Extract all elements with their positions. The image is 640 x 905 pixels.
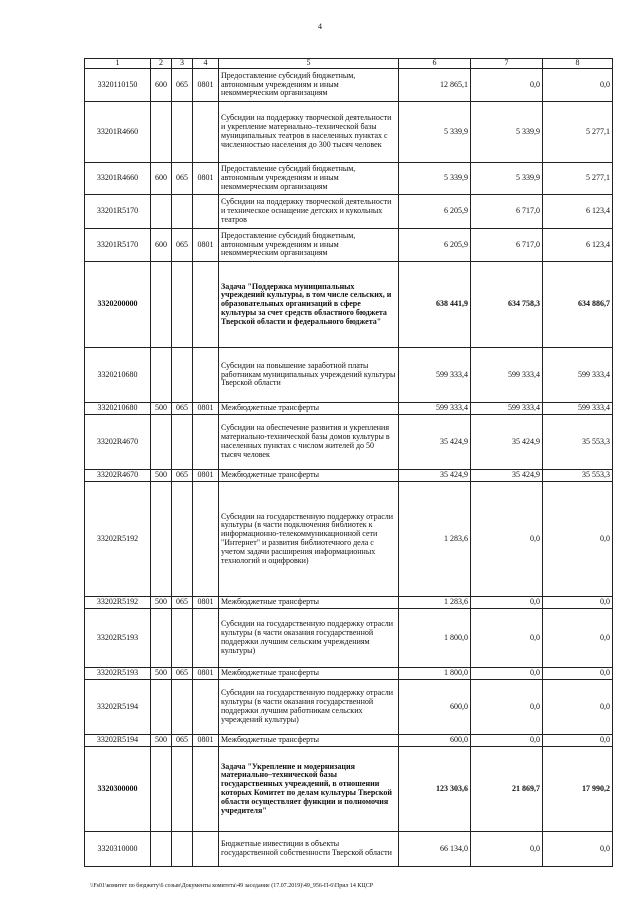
value-cell-7: 6 717,0: [471, 195, 543, 229]
budget-table: [84, 58, 613, 867]
value-cell-8: 0,0: [543, 735, 613, 747]
section-cell: [193, 195, 219, 229]
description-cell: Субсидии на государственную поддержку отрасли культуры (в части подключения библиотек к информационно-телекоммуникационной сети "Интернет" и развития библиотечного дела с учетом задачи расширения информационных технологий и оцифровки): [219, 482, 399, 597]
type-cell: 500: [151, 735, 172, 747]
value-cell-7: 0,0: [471, 735, 543, 747]
table-row: [85, 680, 613, 735]
value-cell-7: 6 717,0: [471, 229, 543, 262]
value-cell-7: 599 333,4: [471, 403, 543, 415]
description-cell: Бюджетные инвестиции в объекты государственной собственности Тверской области: [219, 832, 399, 867]
value-cell-7: 0,0: [471, 668, 543, 680]
value-cell-8: 0,0: [543, 832, 613, 867]
admin-cell: [172, 680, 193, 735]
type-cell: 500: [151, 668, 172, 680]
value-cell-8: 6 123,4: [543, 195, 613, 229]
description-cell: Субсидии на обеспечение развития и укрепления материально-технической базы домов культуры в населенных пунктах с числом жителей до 50 тысяч человек: [219, 415, 399, 470]
type-cell: 600: [151, 69, 172, 102]
description-cell: Задача "Укрепление и модернизация материально–технической базы государственных учреждений, в отношении которых Комитет по делам культуры Тверской области осуществляет функции и полномочия учредителя": [219, 747, 399, 832]
table-row: [85, 832, 613, 867]
value-cell-6: 1 800,0: [399, 668, 471, 680]
code-cell: 33201R4660: [85, 163, 151, 195]
code-cell: 33202R5193: [85, 609, 151, 668]
admin-cell: [172, 482, 193, 597]
type-cell: [151, 482, 172, 597]
value-cell-8: 5 277,1: [543, 163, 613, 195]
section-cell: [193, 102, 219, 163]
code-cell: 3320110150: [85, 69, 151, 102]
code-cell: 33202R5194: [85, 680, 151, 735]
type-cell: [151, 195, 172, 229]
admin-cell: [172, 415, 193, 470]
admin-cell: [172, 832, 193, 867]
code-cell: 3320300000: [85, 747, 151, 832]
section-cell: 0801: [193, 597, 219, 609]
col-header: 6: [399, 59, 471, 69]
type-cell: [151, 747, 172, 832]
admin-cell: 065: [172, 597, 193, 609]
admin-cell: 065: [172, 735, 193, 747]
description-cell: Субсидии на поддержку творческой деятельности и техническое оснащение детских и кукольных театров: [219, 195, 399, 229]
col-header: 1: [85, 59, 151, 69]
table-row: [85, 348, 613, 403]
type-cell: 500: [151, 597, 172, 609]
value-cell-7: 0,0: [471, 69, 543, 102]
admin-cell: 065: [172, 668, 193, 680]
table-header-row: [85, 59, 613, 69]
description-cell: Предоставление субсидий бюджетным, автономным учреждениям и иным некоммерческим организациям: [219, 229, 399, 262]
value-cell-6: 599 333,4: [399, 403, 471, 415]
code-cell: 33201R5170: [85, 229, 151, 262]
table-row: [85, 415, 613, 470]
value-cell-6: 1 283,6: [399, 482, 471, 597]
value-cell-8: 599 333,4: [543, 348, 613, 403]
value-cell-7: 0,0: [471, 680, 543, 735]
code-cell: 33201R5170: [85, 195, 151, 229]
section-cell: 0801: [193, 735, 219, 747]
value-cell-6: 5 339,9: [399, 102, 471, 163]
col-header: 8: [543, 59, 613, 69]
value-cell-8: 599 333,4: [543, 403, 613, 415]
admin-cell: 065: [172, 229, 193, 262]
code-cell: 3320210680: [85, 348, 151, 403]
type-cell: [151, 102, 172, 163]
value-cell-7: 5 339,9: [471, 102, 543, 163]
col-header: 5: [219, 59, 399, 69]
type-cell: 600: [151, 163, 172, 195]
description-cell: Межбюджетные трансферты: [219, 403, 399, 415]
table-row: [85, 609, 613, 668]
section-cell: 0801: [193, 69, 219, 102]
value-cell-7: 5 339,9: [471, 163, 543, 195]
value-cell-8: 0,0: [543, 668, 613, 680]
value-cell-8: 5 277,1: [543, 102, 613, 163]
value-cell-6: 6 205,9: [399, 195, 471, 229]
value-cell-6: 599 333,4: [399, 348, 471, 403]
table-row: [85, 229, 613, 262]
value-cell-8: 0,0: [543, 680, 613, 735]
type-cell: [151, 262, 172, 348]
section-cell: [193, 832, 219, 867]
value-cell-7: 35 424,9: [471, 415, 543, 470]
value-cell-7: 21 869,7: [471, 747, 543, 832]
value-cell-6: 600,0: [399, 735, 471, 747]
table-row: [85, 69, 613, 102]
admin-cell: [172, 747, 193, 832]
code-cell: 33202R5193: [85, 668, 151, 680]
value-cell-6: 5 339,9: [399, 163, 471, 195]
table-row: [85, 747, 613, 832]
table-row: [85, 597, 613, 609]
admin-cell: 065: [172, 470, 193, 482]
section-cell: [193, 680, 219, 735]
code-cell: 33202R5192: [85, 482, 151, 597]
code-cell: 3320200000: [85, 262, 151, 348]
value-cell-7: 0,0: [471, 482, 543, 597]
table-row: [85, 735, 613, 747]
value-cell-8: 35 553,3: [543, 415, 613, 470]
type-cell: [151, 832, 172, 867]
value-cell-8: 35 553,3: [543, 470, 613, 482]
code-cell: 3320210680: [85, 403, 151, 415]
description-cell: Субсидии на государственную поддержку отрасли культуры (в части оказания государственной поддержки лучшим работникам сельских учреждений культуры): [219, 680, 399, 735]
page-number: 4: [318, 22, 322, 31]
table-row: [85, 102, 613, 163]
value-cell-8: 0,0: [543, 609, 613, 668]
description-cell: Субсидии на поддержку творческой деятельности и укрепление материально–технической базы муниципальных театров в населенных пунктах с численностью населения до 300 тысяч человек: [219, 102, 399, 163]
section-cell: [193, 415, 219, 470]
admin-cell: 065: [172, 69, 193, 102]
description-cell: Предоставление субсидий бюджетным, автономным учреждениям и иным некоммерческим организациям: [219, 163, 399, 195]
col-header: 7: [471, 59, 543, 69]
value-cell-7: 35 424,9: [471, 470, 543, 482]
table-row: [85, 403, 613, 415]
type-cell: [151, 609, 172, 668]
value-cell-7: 0,0: [471, 609, 543, 668]
table-row: [85, 262, 613, 348]
code-cell: 33202R5194: [85, 735, 151, 747]
description-cell: Предоставление субсидий бюджетным, автономным учреждениям и иным некоммерческим организациям: [219, 69, 399, 102]
section-cell: 0801: [193, 668, 219, 680]
value-cell-6: 66 134,0: [399, 832, 471, 867]
code-cell: 3320310000: [85, 832, 151, 867]
table-row: [85, 668, 613, 680]
value-cell-7: 634 758,3: [471, 262, 543, 348]
value-cell-6: 35 424,9: [399, 415, 471, 470]
value-cell-8: 0,0: [543, 69, 613, 102]
section-cell: [193, 262, 219, 348]
admin-cell: [172, 609, 193, 668]
type-cell: 600: [151, 229, 172, 262]
value-cell-8: 6 123,4: [543, 229, 613, 262]
value-cell-6: 12 865,1: [399, 69, 471, 102]
type-cell: [151, 680, 172, 735]
code-cell: 33201R4660: [85, 102, 151, 163]
description-cell: Субсидии на государственную поддержку отрасли культуры (в части оказания государственной поддержки лучшим сельским учреждениям культуры): [219, 609, 399, 668]
type-cell: 500: [151, 403, 172, 415]
admin-cell: 065: [172, 163, 193, 195]
file-path-footer: \\Fs01\комитет по бюджету\6 созыв\Документы комитета\49 заседание (17.07.2019)\49_956-П-6\Прил 14 КЦСР: [90, 883, 374, 889]
description-cell: Межбюджетные трансферты: [219, 470, 399, 482]
code-cell: 33202R4670: [85, 470, 151, 482]
value-cell-8: 634 886,7: [543, 262, 613, 348]
section-cell: [193, 609, 219, 668]
type-cell: 500: [151, 470, 172, 482]
type-cell: [151, 348, 172, 403]
admin-cell: [172, 262, 193, 348]
description-cell: Межбюджетные трансферты: [219, 668, 399, 680]
section-cell: [193, 348, 219, 403]
value-cell-8: 0,0: [543, 597, 613, 609]
admin-cell: 065: [172, 403, 193, 415]
value-cell-7: 0,0: [471, 597, 543, 609]
admin-cell: [172, 102, 193, 163]
table-row: [85, 195, 613, 229]
table-row: [85, 470, 613, 482]
code-cell: 33202R4670: [85, 415, 151, 470]
value-cell-6: 35 424,9: [399, 470, 471, 482]
description-cell: Субсидии на повышение заработной платы работникам муниципальных учреждений культуры Тверской области: [219, 348, 399, 403]
section-cell: [193, 482, 219, 597]
section-cell: [193, 747, 219, 832]
col-header: 2: [151, 59, 172, 69]
value-cell-7: 0,0: [471, 832, 543, 867]
description-cell: Межбюджетные трансферты: [219, 597, 399, 609]
table-row: [85, 163, 613, 195]
value-cell-6: 1 800,0: [399, 609, 471, 668]
section-cell: 0801: [193, 470, 219, 482]
admin-cell: [172, 348, 193, 403]
value-cell-6: 123 303,6: [399, 747, 471, 832]
value-cell-7: 599 333,4: [471, 348, 543, 403]
value-cell-6: 6 205,9: [399, 229, 471, 262]
description-cell: Межбюджетные трансферты: [219, 735, 399, 747]
section-cell: 0801: [193, 403, 219, 415]
col-header: 4: [193, 59, 219, 69]
section-cell: 0801: [193, 163, 219, 195]
value-cell-6: 600,0: [399, 680, 471, 735]
code-cell: 33202R5192: [85, 597, 151, 609]
table-row: [85, 482, 613, 597]
col-header: 3: [172, 59, 193, 69]
value-cell-8: 17 990,2: [543, 747, 613, 832]
value-cell-6: 1 283,6: [399, 597, 471, 609]
description-cell: Задача "Поддержка муниципальных учреждений культуры, в том числе сельских, и образовательных организаций в сфере культуры за счет средств областного бюджета Тверской области и федерального бюджета": [219, 262, 399, 348]
admin-cell: [172, 195, 193, 229]
type-cell: [151, 415, 172, 470]
section-cell: 0801: [193, 229, 219, 262]
value-cell-6: 638 441,9: [399, 262, 471, 348]
value-cell-8: 0,0: [543, 482, 613, 597]
